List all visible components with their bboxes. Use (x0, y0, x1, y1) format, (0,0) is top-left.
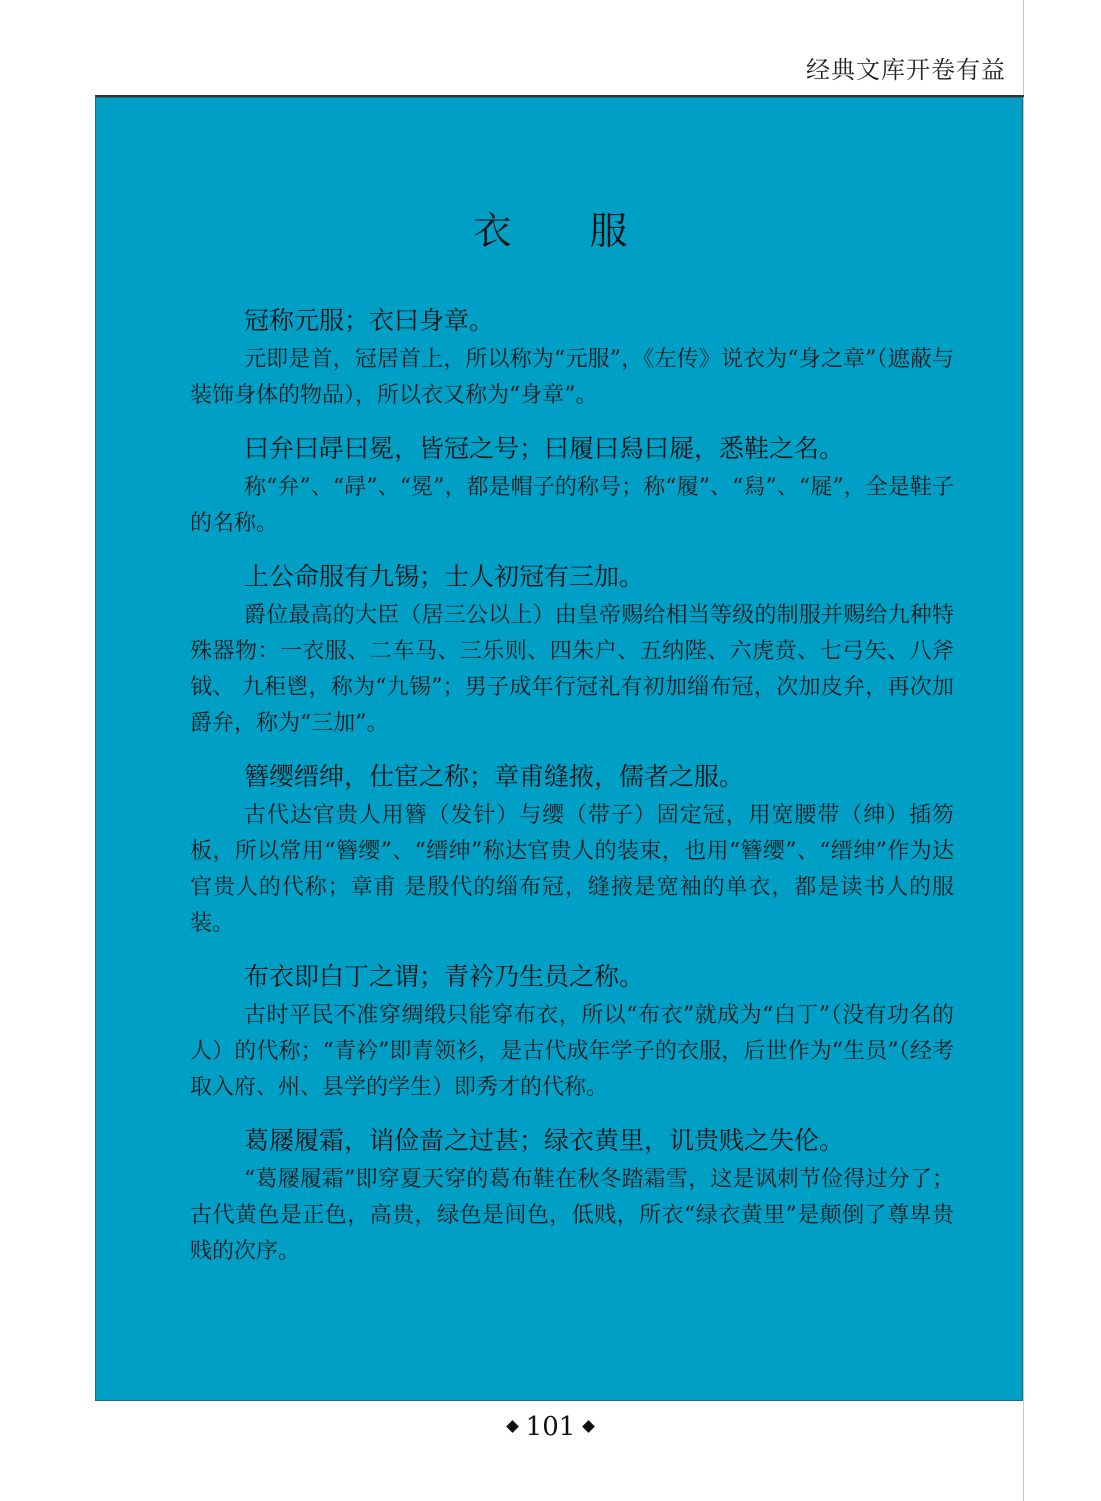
diamond-icon (506, 1420, 519, 1433)
entries-list (190, 300, 954, 1284)
diamond-icon (582, 1420, 595, 1433)
entry-heading: 上公命服有九锡；士人初冠有三加。 (244, 562, 645, 591)
entry-explanation: 称“弁”、“冔”、“冕”，都是帽子的称号；称“履”、“舄”、“屣”，全是鞋子的名称。 (190, 475, 954, 536)
entry-4 (190, 756, 954, 942)
entry-explanation: 古时平民不准穿绸缎只能穿布衣，所以“布衣”就成为“白丁”（没有功名的人）的代称；“青衿”即青领衫，是古代成年学子的衣服，后世作为“生员”（经考取入府、州、县学的学生）即秀才的代称。 (190, 1003, 954, 1100)
entry-explanation: 元即是首，冠居首上，所以称为“元服”，《左传》说衣为“身之章”（遮蔽与装饰身体的物品），所以衣又称为“身章”。 (190, 347, 954, 408)
entry-explanation: “葛屦履霜”即穿夏天穿的葛布鞋在秋冬踏霜雪，这是讽刺节俭得过分了；古代黄色是正色，高贵，绿色是间色，低贱，所衣“绿衣黄里”是颠倒了尊卑贵贱的次序。 (190, 1167, 954, 1264)
entry-heading: 冠称元服；衣曰身章。 (244, 306, 495, 335)
entry-heading: 葛屦履霜，诮俭啬之过甚；绿衣黄里，讥贵贱之失伦。 (244, 1126, 845, 1155)
page-title: 衣服 (473, 209, 706, 253)
entry-1 (190, 300, 954, 414)
entry-explanation: 古代达官贵人用簪（发针）与缨（带子）固定冠，用宽腰带（绅）插笏板，所以常用“簪缨”、“缙绅”称达官贵人的装束，也用“簪缨”、“缙绅”作为达官贵人的代称；章甫 是殷代的缁布冠，缝掖是宽袖的单衣，都是读书人的服装。 (190, 803, 954, 936)
page-number: 101 (525, 1412, 576, 1442)
entry-heading: 曰弁曰冔曰冕，皆冠之号；曰履曰舄曰屣，悉鞋之名。 (244, 434, 845, 463)
entry-5 (190, 956, 954, 1106)
entry-6 (190, 1120, 954, 1270)
running-header: 经典文库开卷有益 (806, 56, 1006, 84)
entry-heading: 布衣即白丁之谓；青衿乃生员之称。 (244, 962, 645, 991)
entry-2 (190, 428, 954, 542)
entry-3 (190, 556, 954, 742)
page-footer (0, 1412, 1101, 1442)
entry-heading: 簪缨缙绅，仕宦之称；章甫缝掖，儒者之服。 (244, 762, 745, 791)
entry-explanation: 爵位最高的大臣（居三公以上）由皇帝赐给相当等级的制服并赐给九种特殊器物：一衣服、二车马、三乐则、四朱户、五纳陛、六虎贲、七弓矢、八斧钺、 九秬鬯，称为“九锡”；男子成年行冠礼有初加缁布冠，次加皮弁，再次加爵弁，称为“三加”。 (190, 603, 954, 736)
